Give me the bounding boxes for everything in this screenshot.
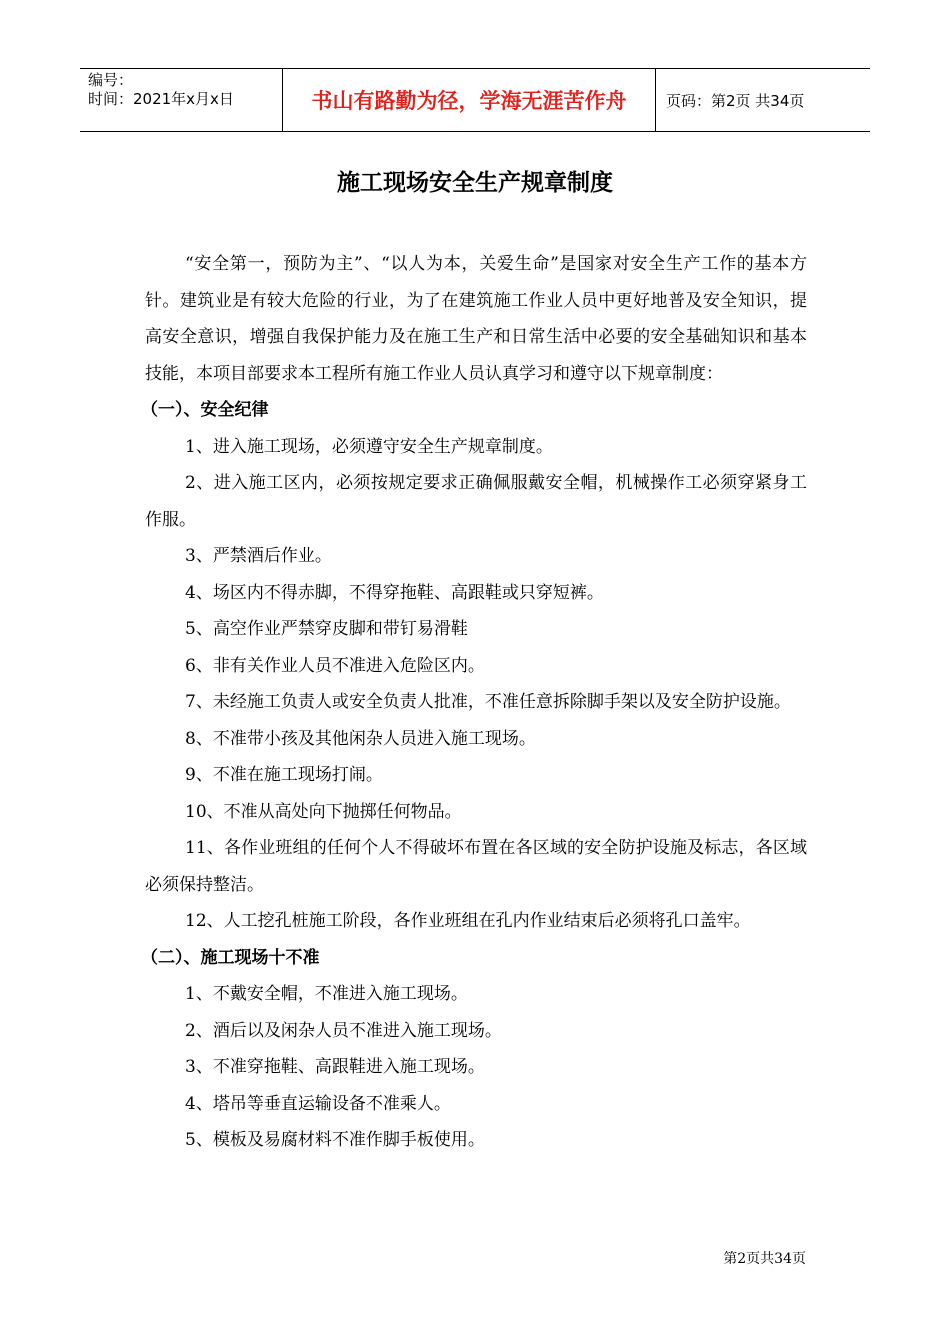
page-title: 施工现场安全生产规章制度	[337, 170, 613, 196]
list-item: 2、酒后以及闲杂人员不准进入施工现场。	[185, 1020, 502, 1041]
header-page-info: 页码：第2页 共34页	[666, 91, 805, 110]
list-item: 11、各作业班组的任何个人不得破坏布置在各区域的安全防护设施及标志，各区域必须保持整洁。	[145, 838, 807, 895]
list-item: 7、未经施工负责人或安全负责人批准，不准任意拆除脚手架以及安全防护设施。	[185, 692, 791, 712]
document-body	[141, 246, 807, 1159]
list-item: 10、不准从高处向下抛掷任何物品。	[185, 801, 462, 822]
list-item: 5、高空作业严禁穿皮脚和带钉易滑鞋	[185, 619, 468, 639]
list-item: 3、不准穿拖鞋、高跟鞋进入施工现场。	[185, 1057, 485, 1077]
list-item: 2、进入施工区内，必须按规定要求正确佩服戴安全帽，机械操作工必须穿紧身工作服。	[145, 473, 807, 530]
list-item: 1、不戴安全帽，不准进入施工现场。	[185, 984, 468, 1004]
list-item: 4、场区内不得赤脚，不得穿拖鞋、高跟鞋或只穿短裤。	[185, 582, 604, 603]
list-item: 6、非有关作业人员不准进入危险区内。	[185, 655, 485, 676]
section-heading-discipline: （一）、安全纪律	[141, 400, 269, 420]
list-item: 1、进入施工现场，必须遵守安全生产规章制度。	[185, 436, 553, 457]
page-footer: 第2页共34页	[723, 1251, 806, 1267]
document-date: 时间：2021年x月x日	[88, 90, 234, 108]
section-heading-ten-prohibitions: （二）、施工现场十不准	[141, 947, 320, 968]
list-item: 12、人工挖孔桩施工阶段，各作业班组在孔内作业结束后必须将孔口盖牢。	[185, 911, 751, 931]
list-item: 9、不准在施工现场打闹。	[185, 765, 383, 785]
document-number: 编号：	[88, 71, 134, 89]
list-item: 4、塔吊等垂直运输设备不准乘人。	[185, 1093, 451, 1114]
page-header	[80, 68, 870, 132]
header-motto: 书山有路勤为径，学海无涯苦作舟	[282, 69, 656, 131]
intro-paragraph: “安全第一，预防为主”、“以人为本，关爱生命”是国家对安全生产工作的基本方针。建筑业是有较大危险的行业，为了在建筑施工作业人员中更好地普及安全知识，提高安全意识，增强自我保护能力及在施工生产和日常生活中必要的安全基础知识和基本技能，本项目部要求本工程所有施工作业人员认真学习和遵守以下规章制度：	[145, 254, 807, 384]
list-item: 5、模板及易腐材料不准作脚手板使用。	[185, 1130, 485, 1150]
list-item: 8、不准带小孩及其他闲杂人员进入施工现场。	[185, 728, 536, 749]
list-item: 3、严禁酒后作业。	[185, 546, 332, 566]
header-meta	[80, 69, 282, 131]
